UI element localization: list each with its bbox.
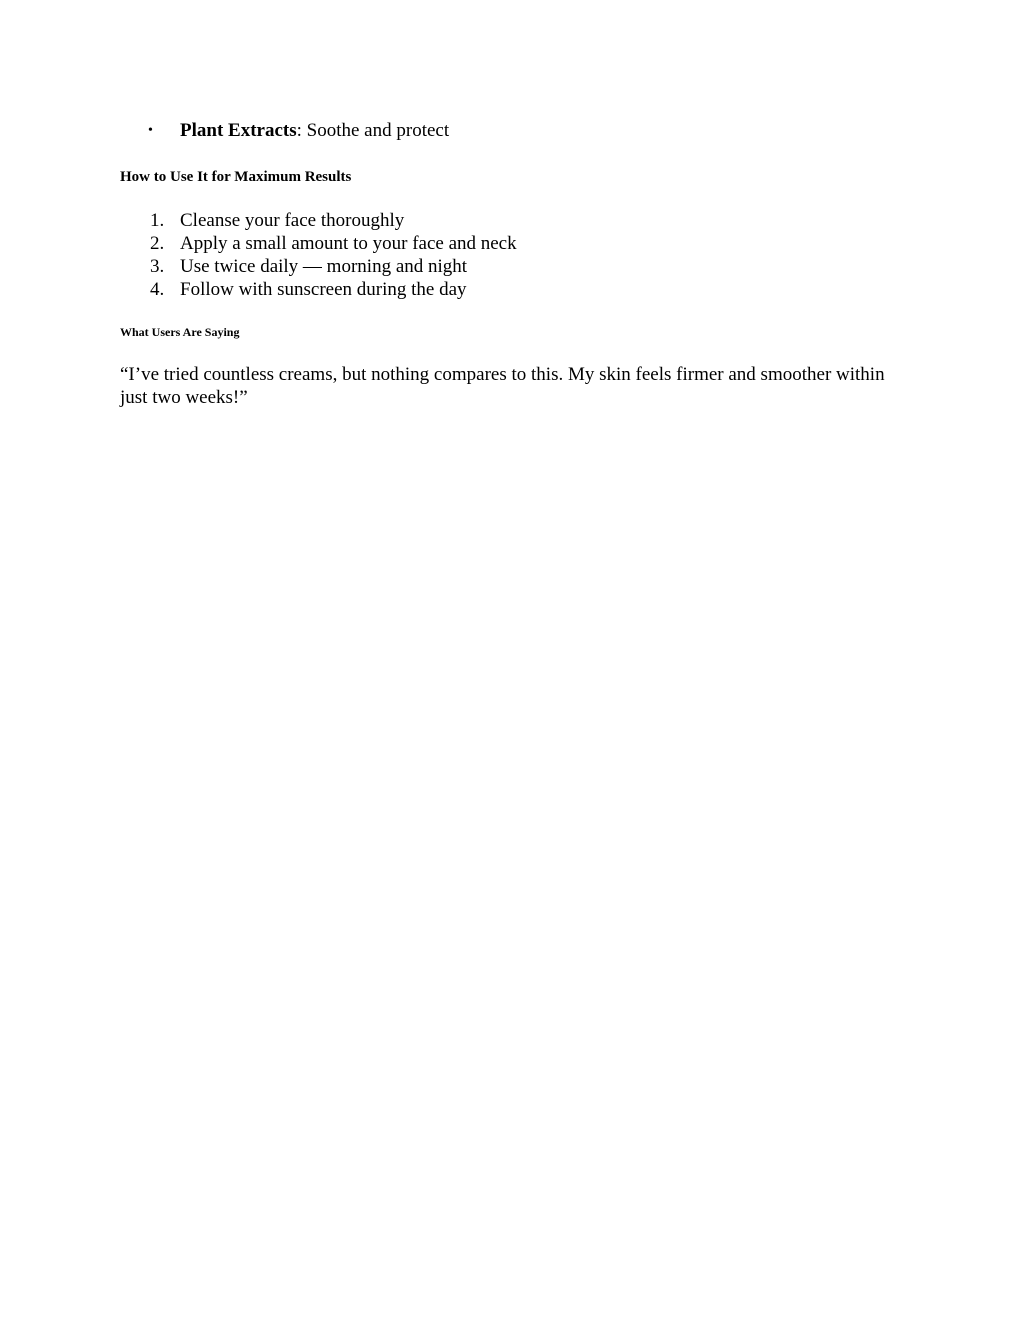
step-number: 1. — [150, 210, 165, 231]
step-text: Apply a small amount to your face and neck — [180, 233, 517, 254]
step-number: 3. — [150, 256, 165, 277]
how-to-use-heading: How to Use It for Maximum Results — [120, 169, 352, 185]
step-number: 4. — [150, 279, 165, 300]
bullet-icon: • — [148, 123, 153, 138]
steps-list — [120, 209, 517, 301]
ingredient-list — [120, 119, 449, 143]
step-text: Cleanse your face thoroughly — [180, 210, 405, 231]
list-item — [120, 255, 517, 278]
step-text: Use twice daily — morning and night — [180, 256, 468, 277]
list-item — [120, 232, 517, 255]
ingredient-name: Plant Extracts — [180, 120, 297, 141]
reviews-heading: What Users Are Saying — [120, 325, 240, 339]
step-text: Follow with sunscreen during the day — [180, 279, 467, 300]
step-number: 2. — [150, 233, 165, 254]
user-testimonial: “I’ve tried countless creams, but nothing compares to this. My skin feels firmer and smoother within just two weeks!” — [120, 364, 885, 408]
ingredient-description: : Soothe and protect — [296, 120, 450, 141]
list-item — [120, 209, 517, 232]
list-item — [120, 119, 449, 143]
list-item — [120, 278, 517, 301]
